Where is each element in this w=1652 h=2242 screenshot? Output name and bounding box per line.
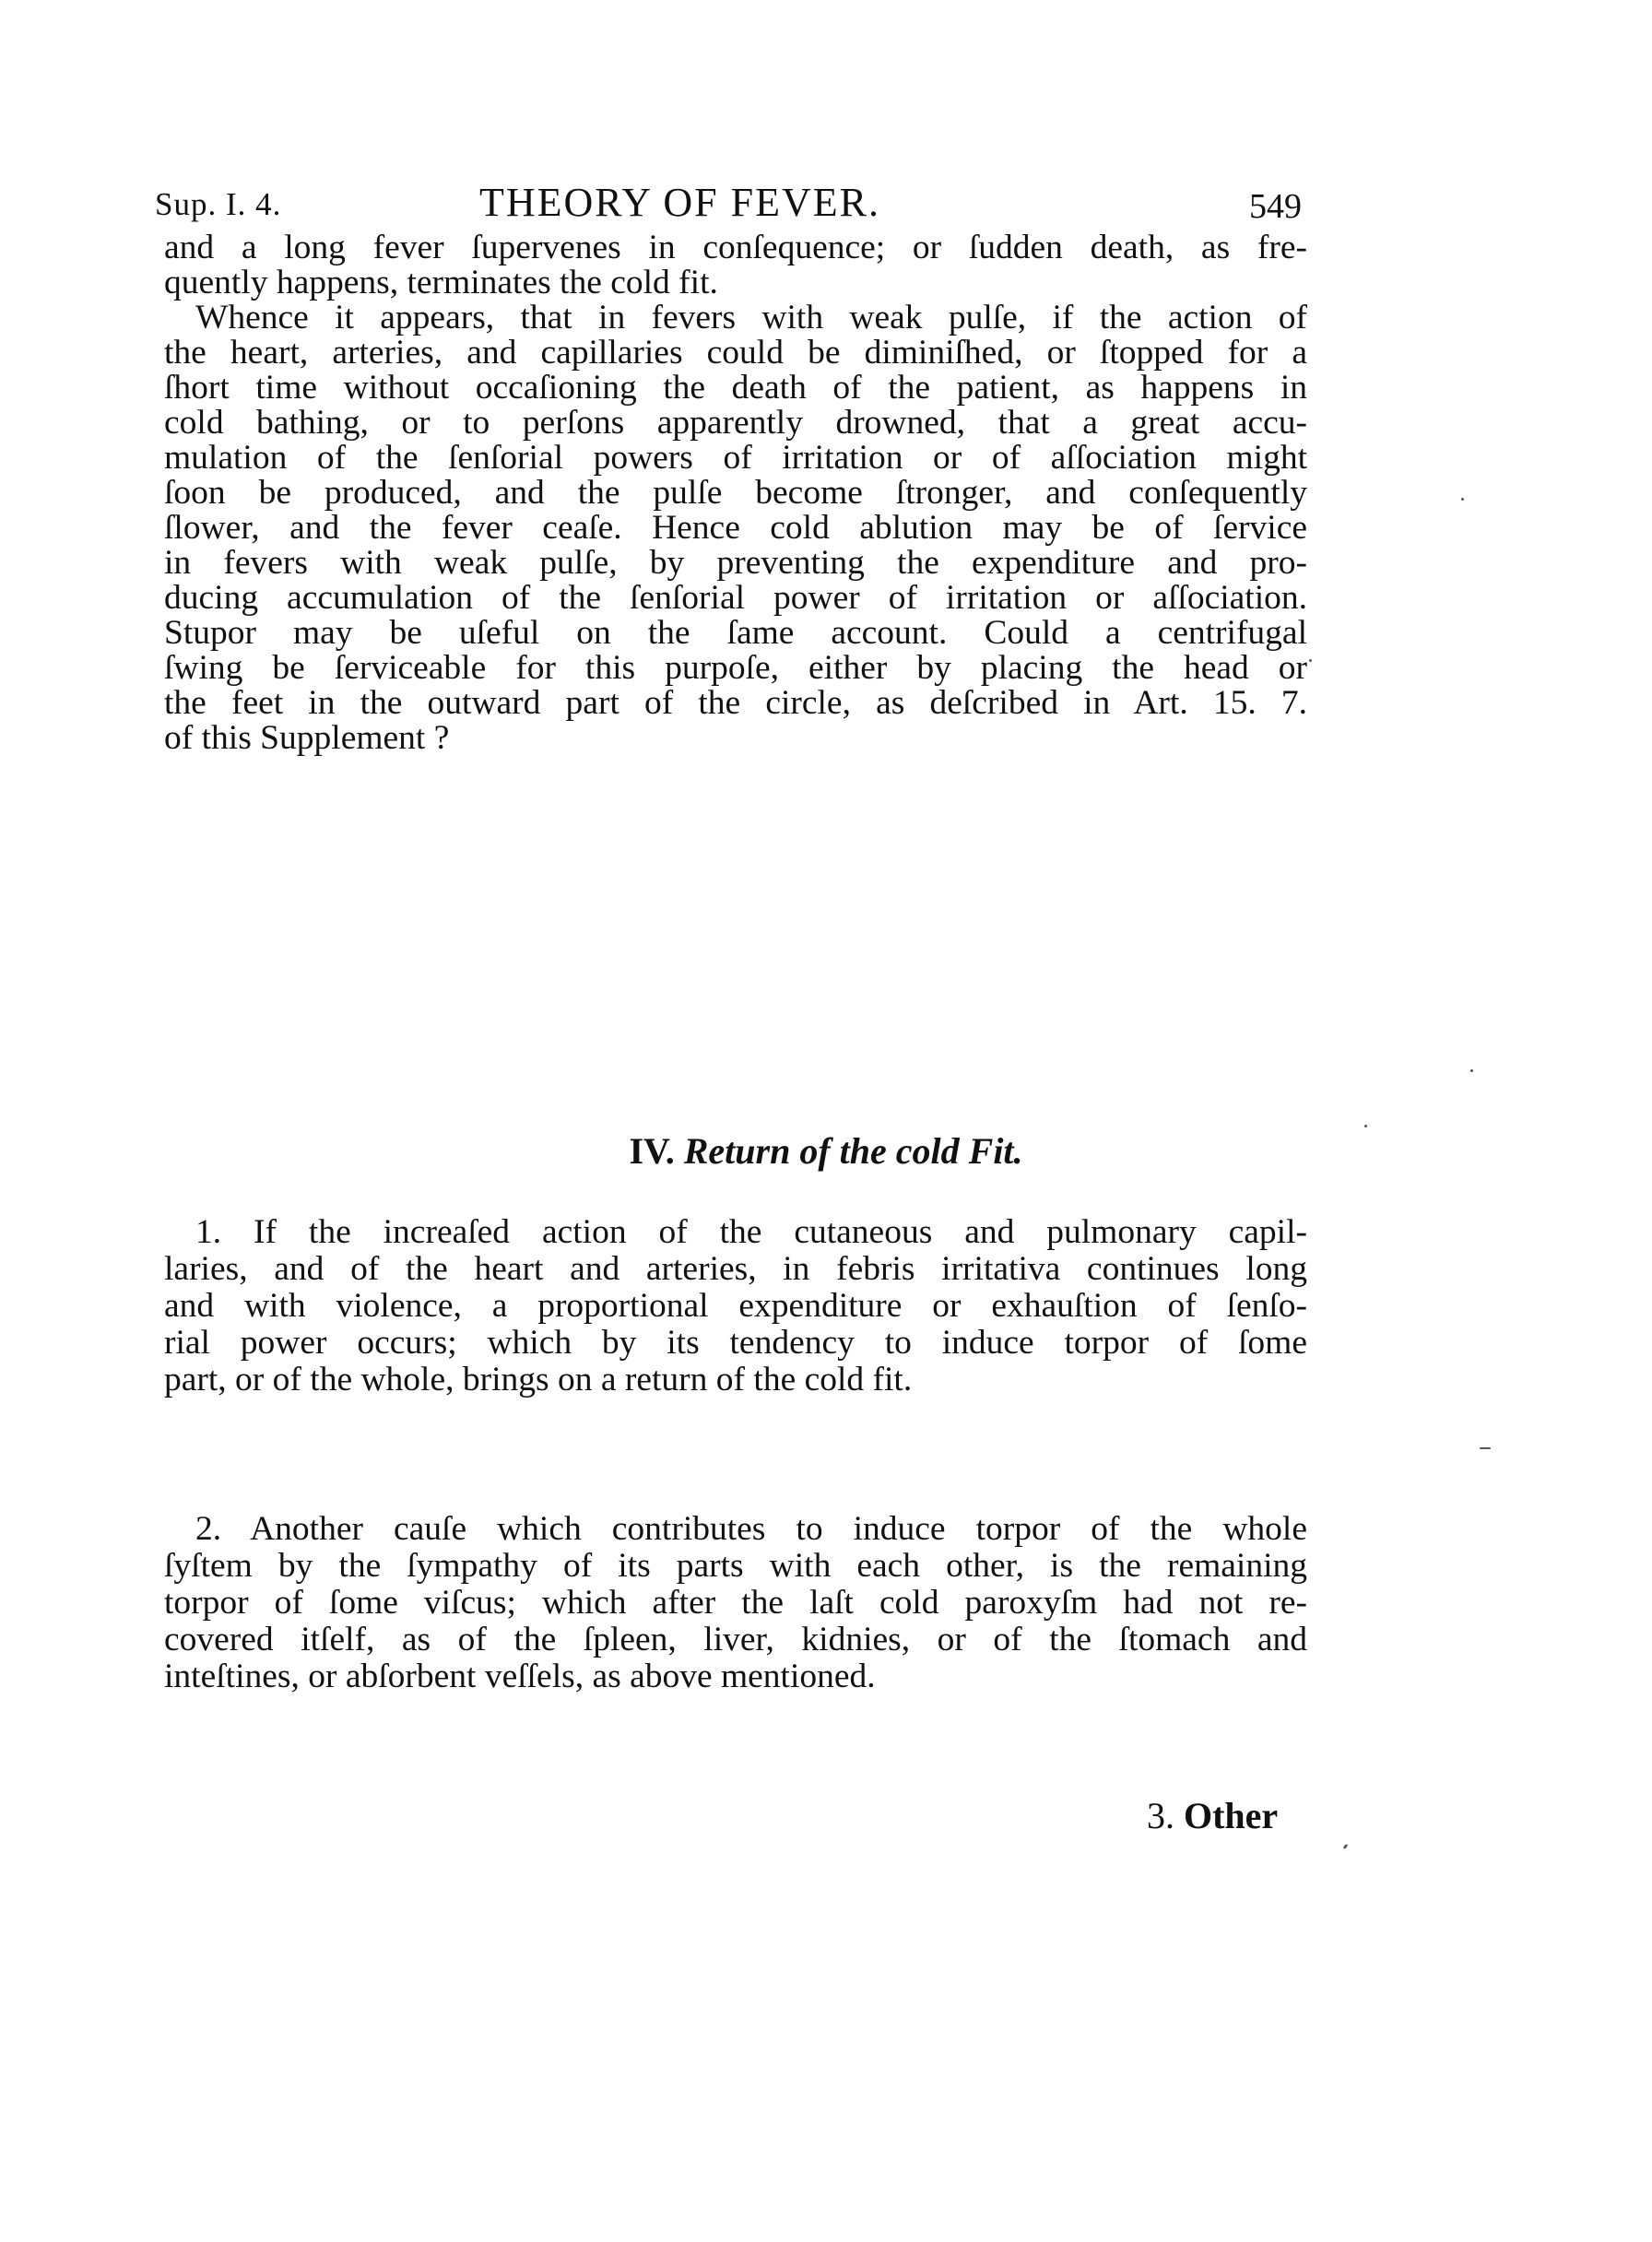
- text-line: ſlower, and the fever ceaſe. Hence cold ablution may be of ſervice: [164, 509, 1307, 547]
- text-line: of this Supplement ?: [164, 719, 450, 757]
- text-line: ſoon be produced, and the pulſe become ſtronger, and conſequently: [164, 474, 1307, 512]
- text-line: and a long fever ſupervenes in conſequence; or ſudden death, as fre-: [164, 229, 1307, 266]
- text-line: Whence it appears, that in fevers with weak pulſe, if the action of: [195, 299, 1307, 336]
- text-line: inteſtines, or abſorbent veſſels, as above mentioned.: [164, 1658, 876, 1695]
- text-line: laries, and of the heart and arteries, in febris irritativa continues long: [164, 1250, 1307, 1288]
- text-line: torpor of ſome viſcus; which after the laſt cold paroxyſm had not re-: [164, 1584, 1307, 1622]
- section-numeral: IV.: [629, 1130, 675, 1172]
- text-line: ſwing be ſerviceable for this purpoſe, either by placing the head or: [164, 649, 1307, 687]
- text-line: the feet in the outward part of the circle, as deſcribed in Art. 15. 7.: [164, 684, 1307, 722]
- scan-speck: [1309, 659, 1312, 662]
- section-reference: Sup. I. 4.: [155, 186, 282, 222]
- catchword-text: Other: [1184, 1795, 1279, 1836]
- scan-speck: [1342, 1844, 1348, 1850]
- scan-speck: [1364, 1125, 1367, 1127]
- text-line: ducing accumulation of the ſenſorial power of irritation or aſſociation.: [164, 579, 1307, 617]
- running-title: THEORY OF FEVER.: [479, 180, 880, 225]
- text-line: in fevers with weak pulſe, by preventing the expenditure and pro-: [164, 544, 1307, 582]
- text-line: cold bathing, or to perſons apparently drowned, that a great accu-: [164, 404, 1307, 442]
- text-line: and with violence, a proportional expenditure or exhauſtion of ſenſo-: [164, 1287, 1307, 1325]
- text-line: the heart, arteries, and capillaries could be diminiſhed, or ſtopped for a: [164, 334, 1307, 372]
- scan-speck: [1470, 1069, 1473, 1072]
- text-line: quently happens, terminates the cold fit.: [164, 264, 718, 301]
- text-line: covered itſelf, as of the ſpleen, liver, kidnies, or of the ſtomach and: [164, 1621, 1307, 1658]
- catchword: [1147, 1794, 1278, 1837]
- section-heading: [0, 1129, 1652, 1173]
- scan-speck: [1480, 1447, 1491, 1449]
- text-line: Stupor may be uſeful on the ſame account. Could a centrifugal: [164, 614, 1307, 652]
- page-number: 549: [1249, 187, 1302, 226]
- text-line: mulation of the ſenſorial powers of irritation or of aſſociation might: [164, 439, 1307, 477]
- text-line: rial power occurs; which by its tendency to induce torpor of ſome: [164, 1324, 1307, 1362]
- running-header: [155, 173, 1302, 229]
- text-line: part, or of the whole, brings on a return of the cold fit.: [164, 1361, 913, 1398]
- text-line: ſhort time without occaſioning the death of the patient, as happens in: [164, 369, 1307, 407]
- scan-speck: [1461, 498, 1464, 501]
- text-line: 2. Another cauſe which contributes to induce torpor of the whole: [195, 1510, 1307, 1548]
- section-title: Return of the cold Fit.: [683, 1130, 1023, 1172]
- text-line: ſyſtem by the ſympathy of its parts with each other, is the remaining: [164, 1547, 1307, 1585]
- text-line: 1. If the increaſed action of the cutaneous and pulmonary capil-: [195, 1213, 1307, 1251]
- catchword-number: 3.: [1147, 1795, 1174, 1836]
